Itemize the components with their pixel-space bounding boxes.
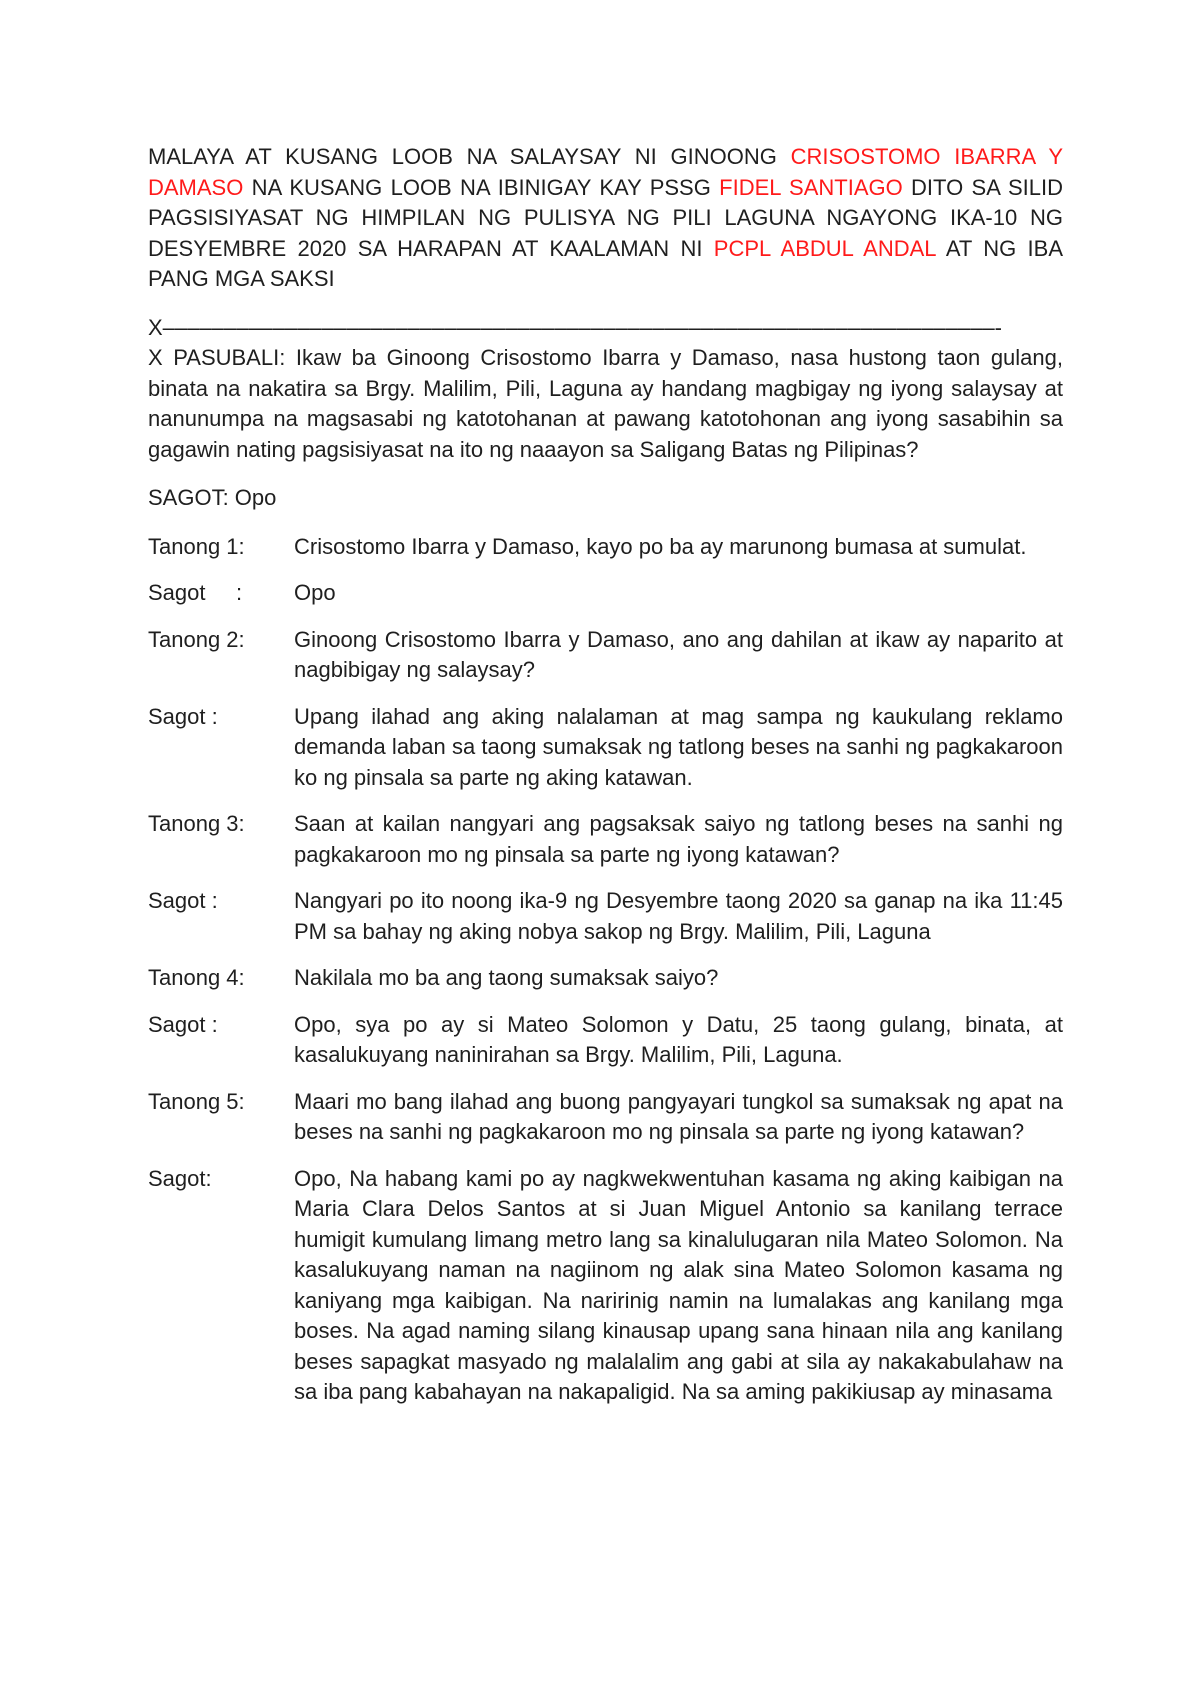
qa-label: Tanong 5: bbox=[148, 1088, 245, 1114]
qa-label: Tanong 4: bbox=[148, 965, 245, 990]
investigator-name: FIDEL SANTIAGO bbox=[719, 174, 903, 200]
question-1-label: Tanong 1: bbox=[148, 533, 245, 559]
qa-label: Sagot : bbox=[148, 1011, 218, 1037]
qa-text: Maari mo bang ilahad ang buong pangyayari tungkol sa sumaksak ng apat na beses na sanhi ng pagkakaroon mo ng pinsala sa parte ng iyong katawan? bbox=[294, 1088, 1063, 1144]
qa-text: Nakilala mo ba ang taong sumaksak saiyo? bbox=[294, 965, 719, 990]
qa-text: Opo, Na habang kami po ay nagkwekwentuhan kasama ng aking kaibigan na Maria Clara Delos Santos at si Juan Miguel Antonio sa kanilang terrace humigit kumulang limang metro lang sa kinalulugaran nila Mateo Solomon. Na kasalukuyang naman na nagiinom ng alak sina Mateo Solomon kasama ng kaniyang mga kaibigan. Na naririnig namin na lumalakas ang kanilang mga boses. Na agad naming silang kinausap upang sana hinaan nila ang kanilang beses sapagkat masyado ng malalalim ang gabi at sila ay nakakabulahaw na sa iba pang kabahayan na nakapaligid. Na sa aming pakikiusap ay minasama bbox=[294, 1165, 1063, 1404]
qa-text: Ginoong Crisostomo Ibarra y Damaso, ano ang dahilan at ikaw ay naparito at nagbibigay ng salaysay? bbox=[294, 626, 1063, 682]
qa-text: Upang ilahad ang aking nalalaman at mag sampa ng kaukulang reklamo demanda laban sa taong sumaksak ng tatlong beses na sanhi ng pagkakaroon ko ng pinsala sa parte ng aking katawan. bbox=[294, 703, 1063, 790]
qa-text: Opo, sya po ay si Mateo Solomon y Datu, 25 taong gulang, binata, at kasalukuyang naninirahan sa Brgy. Malilim, Pili, Laguna. bbox=[294, 1011, 1063, 1067]
question-1-text: Crisostomo Ibarra y Damaso, kayo po ba ay marunong bumasa at sumulat. bbox=[294, 533, 1027, 559]
qa-item bbox=[148, 1087, 1063, 1148]
qa-label: Sagot : bbox=[148, 703, 218, 729]
qa-item bbox=[148, 809, 1063, 870]
qa-text: Saan at kailan nangyari ang pagsaksak saiyo ng tatlong beses na sanhi ng pagkakaroon mo ng pinsala sa parte ng iyong katawan? bbox=[294, 811, 1063, 867]
qa-item bbox=[148, 702, 1063, 794]
document-page bbox=[148, 142, 1063, 1424]
pasubali-paragraph: X PASUBALI: Ikaw ba Ginoong Crisostomo Ibarra y Damaso, nasa hustong taon gulang, binata na nakatira sa Brgy. Malilim, Pili, Laguna ay handang magbigay ng iyong salaysay at nanunumpa na magsasabi ng katotohanan at pawang katotohonan ang iyong sasabihin sa gagawin nating pagsisiyasat na ito ng naaayon sa Saligang Batas ng Pilipinas? bbox=[148, 345, 1063, 462]
heading-text-1: MALAYA AT KUSANG LOOB NA SALAYSAY NI GINOONG bbox=[148, 144, 791, 169]
qa-label: Sagot : bbox=[148, 580, 243, 605]
document-heading bbox=[148, 142, 1063, 295]
witness-officer-name: PCPL ABDUL ANDAL bbox=[713, 235, 936, 261]
heading-text-2: NA KUSANG LOOB NA IBINIGAY KAY PSSG bbox=[243, 174, 720, 200]
qa-item bbox=[148, 1010, 1063, 1071]
qa-label: Tanong 2: bbox=[148, 626, 245, 652]
qa-item bbox=[148, 625, 1063, 686]
qa-item bbox=[148, 886, 1063, 947]
qa-label: Tanong 3: bbox=[148, 811, 245, 836]
separator-line: X––––––––––––––––––––––––––––––––––––––––––––––––––––––––––––––––––––- bbox=[148, 314, 1003, 340]
qa-label: Sagot : bbox=[148, 888, 218, 913]
heading-text-4: AT NG IBA PANG MGA SAKSI bbox=[148, 235, 1063, 291]
qa-item bbox=[148, 578, 1063, 609]
qa-text: Opo bbox=[294, 580, 336, 605]
qa-item bbox=[148, 1164, 1063, 1408]
heading-text-3: DITO SA SILID PAGSISIYASAT NG HIMPILAN NG PULISYA NG PILI LAGUNA NGAYONG IKA-10 NG DESYEMBRE 2020 SA HARAPAN AT KAALAMAN NI bbox=[148, 174, 1064, 261]
qa-text: Nangyari po ito noong ika-9 ng Desyembre taong 2020 sa ganap na ika 11:45 PM sa bahay ng aking nobya sakop ng Brgy. Malilim, Pili, Laguna bbox=[294, 888, 1063, 944]
qa-label: Sagot: bbox=[148, 1165, 212, 1191]
initial-answer: SAGOT: Opo bbox=[148, 485, 277, 510]
question-1 bbox=[148, 532, 1063, 563]
complainant-name: CRISOSTOMO IBARRA Y DAMASO bbox=[148, 144, 1064, 200]
qa-item bbox=[148, 963, 1063, 994]
